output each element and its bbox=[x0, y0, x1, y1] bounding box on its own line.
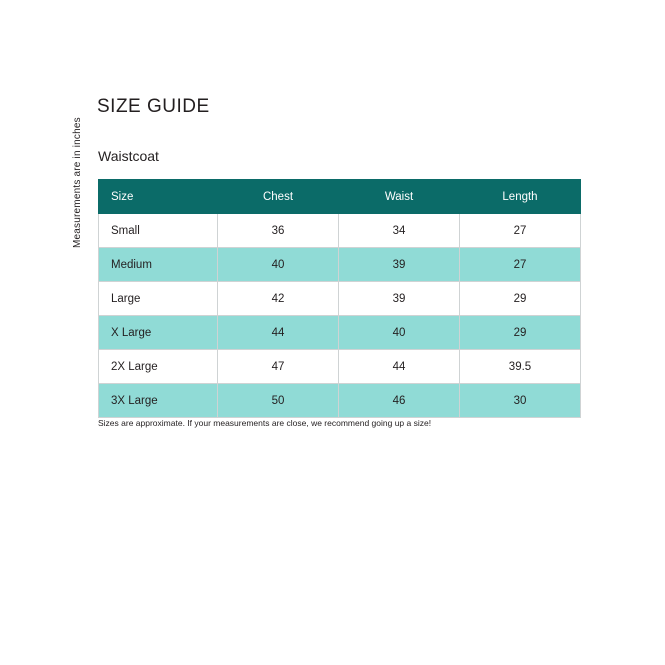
cell-chest: 36 bbox=[218, 214, 339, 248]
table-header-row bbox=[99, 180, 581, 214]
cell-length: 27 bbox=[460, 248, 581, 282]
table-row bbox=[99, 350, 581, 384]
cell-size: Small bbox=[99, 214, 218, 248]
table-row bbox=[99, 282, 581, 316]
table-row bbox=[99, 384, 581, 418]
cell-length: 29 bbox=[460, 282, 581, 316]
cell-length: 39.5 bbox=[460, 350, 581, 384]
column-header-chest: Chest bbox=[218, 180, 339, 214]
column-header-waist: Waist bbox=[339, 180, 460, 214]
cell-size: 3X Large bbox=[99, 384, 218, 418]
cell-length: 29 bbox=[460, 316, 581, 350]
cell-waist: 44 bbox=[339, 350, 460, 384]
cell-size: Large bbox=[99, 282, 218, 316]
cell-chest: 40 bbox=[218, 248, 339, 282]
cell-waist: 46 bbox=[339, 384, 460, 418]
table-row bbox=[99, 316, 581, 350]
measurement-units-label: Measurements are in inches bbox=[72, 117, 83, 248]
table-body bbox=[99, 214, 581, 418]
cell-length: 30 bbox=[460, 384, 581, 418]
cell-size: X Large bbox=[99, 316, 218, 350]
table-header bbox=[99, 180, 581, 214]
cell-chest: 44 bbox=[218, 316, 339, 350]
size-table-container bbox=[98, 179, 580, 418]
cell-size: 2X Large bbox=[99, 350, 218, 384]
cell-waist: 39 bbox=[339, 282, 460, 316]
table-row bbox=[99, 248, 581, 282]
cell-waist: 39 bbox=[339, 248, 460, 282]
cell-length: 27 bbox=[460, 214, 581, 248]
cell-chest: 42 bbox=[218, 282, 339, 316]
page-title: SIZE GUIDE bbox=[97, 96, 210, 117]
column-header-size: Size bbox=[99, 180, 218, 214]
table-row bbox=[99, 214, 581, 248]
cell-chest: 47 bbox=[218, 350, 339, 384]
footnote-text: Sizes are approximate. If your measurements are close, we recommend going up a size! bbox=[98, 418, 432, 428]
size-table bbox=[98, 179, 581, 418]
cell-waist: 34 bbox=[339, 214, 460, 248]
cell-chest: 50 bbox=[218, 384, 339, 418]
cell-waist: 40 bbox=[339, 316, 460, 350]
cell-size: Medium bbox=[99, 248, 218, 282]
column-header-length: Length bbox=[460, 180, 581, 214]
garment-type-label: Waistcoat bbox=[98, 148, 159, 164]
